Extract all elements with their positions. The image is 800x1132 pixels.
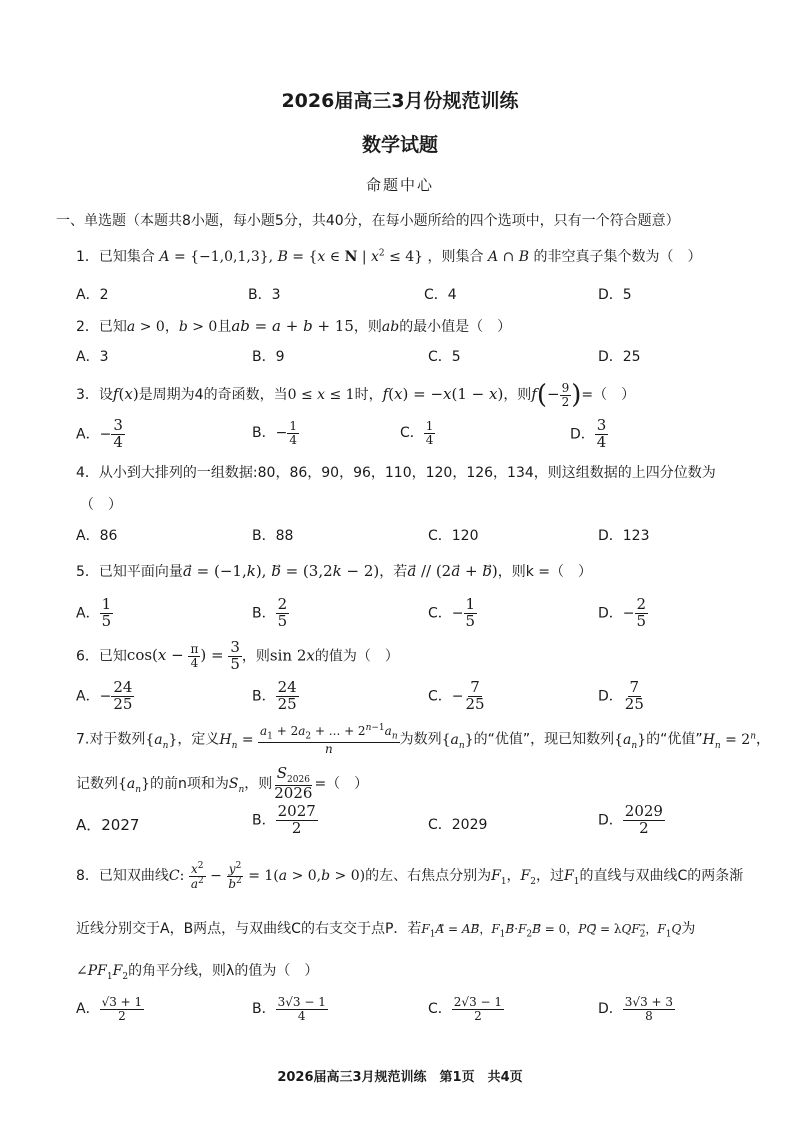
q6-option-c: C．− $\frac{7}{25}$ (428, 678, 485, 713)
q2-and: 且 (217, 319, 232, 335)
question-8-line2: 近线分别交于A，B两点，与双曲线C的右支交于点P．若$F_1A⃗$ = AB⃗，$F_1B⃗\cdot F_2B⃗ = 0$，PQ⃗ = λQF$_2$⃗，$F_1Q$为 (76, 921, 696, 940)
q2-then: ，则 (353, 319, 382, 335)
q8-line3-post: 的角平分线，则λ的值为（ ） (128, 963, 319, 979)
q6-post: 的值为（ ） (314, 648, 399, 665)
q6-pre: 6．已知 (76, 648, 127, 665)
q7-line2-pre: 记数列 (76, 776, 118, 793)
q2-option-d: D．25 (598, 349, 641, 365)
q2-post: 的最小值是（ ） (399, 319, 512, 335)
q3-mid1: 是周期为4的奇函数，当 (138, 387, 288, 403)
question-8: 8．已知双曲线C: $\frac{x^2}{a^2}$ − $\frac{y^2}{b^2}$ = 1(a > 0,b > 0)的左、右焦点分别为$F_1$，$F_2$，过$F_1$的直线与双曲线C的两条渐 (76, 861, 744, 891)
q2-option-c: C．5 (428, 349, 461, 365)
question-8-line3: $\angle PF_1F_2$的角平分线，则λ的值为（ ） (76, 963, 319, 982)
q8-post3: 的直线与双曲线C的两条渐 (579, 868, 744, 885)
question-7-line2: 记数列$\{a_n\}$的前n项和为$S_n$，则 $\frac{S_{2026}}{2026}$ =（ ） (76, 764, 369, 803)
q3-option-b: B．− $\frac{1}{4}$ (252, 419, 297, 447)
q8-option-c: C． $\frac{2√3 - 1}{2}$ (428, 995, 503, 1023)
q4-option-b: B．88 (252, 528, 294, 544)
q7-line2-mid2: ，则 (244, 776, 273, 793)
q5-option-d: D．− $\frac{2}{5}$ (598, 595, 647, 630)
q5-mid: ，若 (379, 564, 408, 580)
q7-option-d: D． $\frac{2029}{2}$ (598, 802, 663, 837)
q6-option-a: A．− $\frac{24}{25}$ (76, 678, 133, 713)
q3-option-d: D． $\frac{3}{4}$ (570, 416, 607, 451)
exam-issuer: 命题中心 (365, 176, 434, 194)
q1-mid: ，则集合 (427, 249, 484, 265)
q7-mid1: ，定义 (177, 731, 220, 748)
question-3: 3．设f(x)是周期为4的奇函数，当0 ≤ x ≤ 1时，f(x) = −x(1 − x)，则f(− $\frac{9}{2}$ )=（ ） (76, 380, 636, 410)
q5-pre: 5．已知平面向量 (76, 564, 183, 580)
q4-option-d: D．123 (598, 528, 650, 544)
q8-post: 的左、右焦点分别为 (365, 868, 492, 885)
q3-post: =（ ） (581, 387, 636, 403)
q7-mid3: 的“优值”，现已知数列 (473, 731, 615, 748)
section-heading: 一、单选题（本题共8小题，每小题5分，共40分，在每小题所给的四个选项中，只有一个符合题意） (56, 213, 680, 229)
q3-option-c: C． $\frac{1}{4}$ (400, 419, 434, 447)
q2-cond-a: a (126, 319, 136, 335)
q8-option-d: D． $\frac{3√3 + 3}{8}$ (598, 995, 674, 1023)
q7-option-c: C．2029 (428, 817, 488, 833)
question-4: 4．从小到大排列的一组数据:80，86，90，96，110，120，126，134，则这组数据的上四分位数为 (76, 465, 716, 481)
page-footer: 2026届高三3月规范训练 第1页 共4页 (277, 1070, 523, 1085)
q7-option-b: B． $\frac{2027}{2}$ (252, 802, 316, 837)
q3-mid2: 时， (354, 387, 383, 403)
q1-option-b: B．3 (248, 287, 281, 303)
question-2: 2．已知a > 0，b > 0且ab = a + b + 15，则ab的最小值是（ ） (76, 317, 512, 335)
question-5: 5．已知平面向量a⃗ = (−1,k), b⃗ = (3,2k − 2)，若a⃗ // (2a⃗ + b⃗)，则k =（ ） (76, 562, 593, 580)
q7-line2-post: =（ ） (314, 776, 369, 793)
q3-option-a: A．− $\frac{3}{4}$ (76, 416, 123, 451)
q8-post2: ，过 (536, 868, 564, 885)
q1-post: 的非空真子集个数为（ ） (533, 249, 702, 265)
q2-option-a: A．3 (76, 349, 109, 365)
q8-option-a: A． $\frac{√3 + 1}{2}$ (76, 995, 143, 1023)
q7-mid2: 为数列 (399, 731, 442, 748)
q1-sets: A = {−1,0,1,3}, B = {x ∈ N | $x^2 \le 4$} (159, 248, 424, 265)
q8-pre: 8．已知双曲线 (76, 868, 169, 885)
q5-option-b: B． $\frac{2}{5}$ (252, 595, 288, 630)
q1-option-c: C．4 (424, 287, 457, 303)
q7-line2-mid: 的前n项和为 (150, 776, 229, 793)
q1-pre: 1．已知集合 (76, 249, 155, 265)
exam-subject: 数学试题 (361, 134, 438, 156)
q6-option-d: D． $\frac{7}{25}$ (598, 678, 644, 713)
q3-pre: 3．设 (76, 387, 113, 403)
q5-option-c: C．− $\frac{1}{5}$ (428, 595, 476, 630)
q5-option-a: A． $\frac{1}{5}$ (76, 595, 112, 630)
question-7: 7.对于数列$\{a_n\}$，定义$H_n$ = $\frac{a_1 + 2a_2 + ... + 2^{n-1}a_n}{n}$ 为数列$\{a_n\}$的“优值”，现已知数列$\{a_n\}$的“优值$”H_n = 2^n$， (76, 723, 770, 756)
q2-option-b: B．9 (252, 349, 285, 365)
q4-answer-paren: （ ） (80, 497, 122, 513)
q6-then: ，则 (241, 648, 270, 665)
q4-option-a: A．86 (76, 528, 118, 544)
q8-line2-text: 近线分别交于A，B两点，与双曲线C的右支交于点P．若 (76, 921, 422, 937)
q6-option-b: B． $\frac{24}{25}$ (252, 678, 297, 713)
q4-option-c: C．120 (428, 528, 479, 544)
question-1 (76, 246, 702, 266)
q1-option-a: A．2 (76, 287, 109, 303)
q7-option-a: A．2027 (76, 816, 140, 834)
q3-mid3: ，则 (503, 387, 532, 403)
q5-post: ，则k =（ ） (497, 564, 593, 580)
q2-sep: ， (164, 319, 179, 335)
exam-title: 2026届高三3月份规范训练 (281, 90, 519, 112)
q8-option-b: B． $\frac{3√3 - 1}{4}$ (252, 995, 326, 1023)
q7-pre: 7.对于数列 (76, 731, 146, 748)
question-6: 6．已知cos(x − $\frac{\pi}{4}$ ) = $\frac{3}{5}$ ，则sin 2x的值为（ ） (76, 638, 399, 673)
q2-pre: 2．已知 (76, 319, 127, 335)
q1-option-d: D．5 (598, 287, 632, 303)
q7-mid4: 的“优值” (646, 731, 703, 748)
q1-intersection: A ∩ B (488, 249, 530, 265)
